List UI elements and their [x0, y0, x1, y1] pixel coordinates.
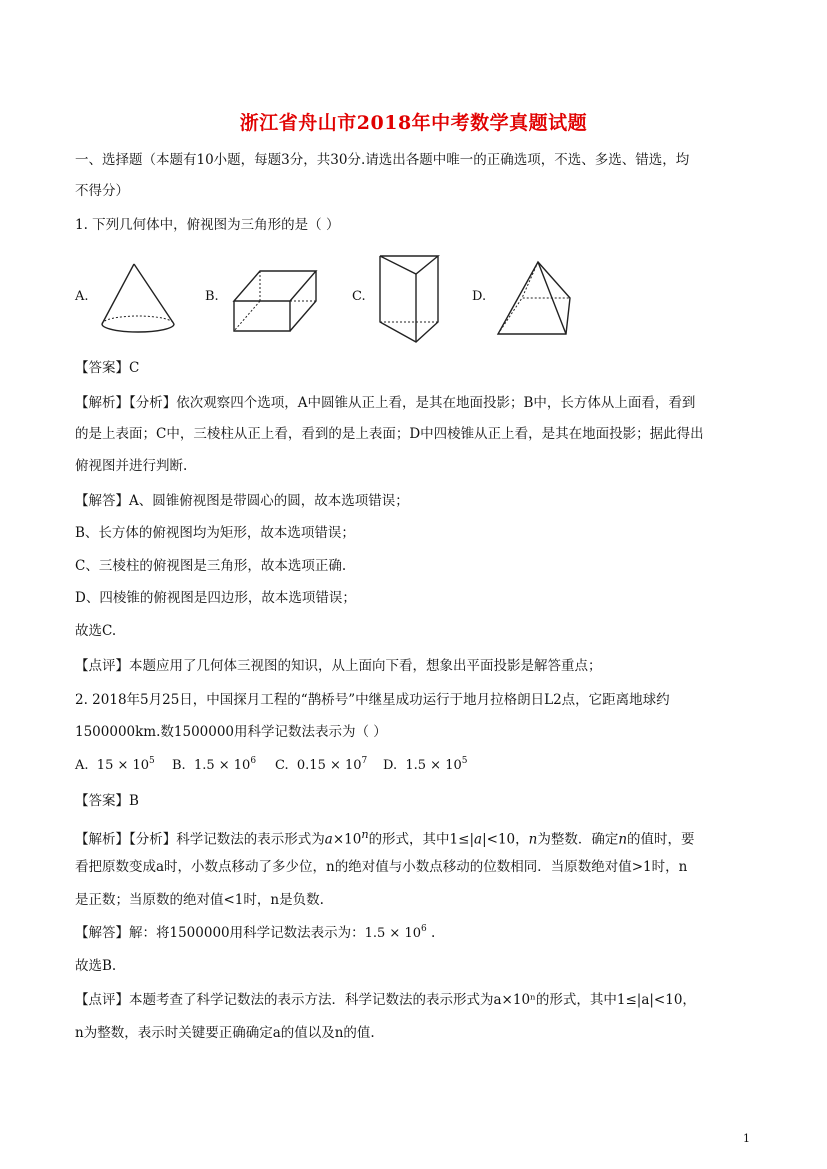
cone-figure [98, 260, 180, 336]
section-instructions-line2: 不得分） [75, 183, 129, 199]
q2-stem-line1: 2. 2018年5月25日，中国探月工程的“鹊桥号”中继星成功运行于地月拉格朗日L2点，它距离地球约 [75, 692, 670, 708]
q1-option-a-label: A. [75, 289, 89, 304]
q1-option-c-label: C. [352, 289, 366, 304]
q2-analysis-line2: 看把原数变成a时，小数点移动了多少位，n的绝对值与小数点移动的位数相同．当原数绝对值>1时，n [75, 859, 688, 875]
page-title: 浙江省舟山市2018年中考数学真题试题 [239, 112, 588, 134]
q1-analysis-line3: 俯视图并进行判断. [75, 458, 188, 474]
q1-solution-line3: C、三棱柱的俯视图是三角形，故本选项正确. [75, 558, 347, 574]
q1-option-b-label: B. [205, 289, 219, 304]
q1-solution-line2: B、长方体的俯视图均为矩形，故本选项错误； [75, 525, 355, 541]
q1-stem: 1. 下列几何体中，俯视图为三角形的是（ ） [75, 217, 340, 233]
square-pyramid-figure [494, 258, 574, 340]
q1-solution-line4: D、四棱锥的俯视图是四边形，故本选项错误； [75, 590, 356, 606]
q1-comment: 【点评】本题应用了几何体三视图的知识，从上面向下看，想象出平面投影是解答重点； [75, 658, 602, 674]
q1-solution-line1: 【解答】A、圆锥俯视图是带圆心的圆，故本选项错误； [75, 493, 409, 509]
page-number: 1 [743, 1132, 750, 1145]
q2-stem-line2: 1500000km.数1500000用科学记数法表示为（ ） [75, 724, 387, 740]
q2-option-a: A. $15 \times 10^5$ [75, 756, 155, 773]
q1-solution-line5: 故选C. [75, 623, 117, 639]
q1-analysis-line2: 的是上表面；C中，三棱柱从正上看，看到的是上表面；D中四棱锥从正上看，是其在地面投影；据此得出 [75, 426, 704, 442]
q2-option-b: B. $1.5 \times 10^6$ [172, 756, 257, 773]
triangular-prism-figure [376, 252, 442, 346]
q2-analysis-line3: 是正数；当原数的绝对值<1时，n是负数. [75, 892, 324, 908]
q1-option-d-label: D. [472, 289, 487, 304]
q2-option-d: D. $1.5 \times 10^5$ [383, 756, 468, 773]
q2-comment-line2: n为整数，表示时关键要正确确定a的值以及n的值. [75, 1025, 375, 1041]
q2-answer: 【答案】B [75, 793, 139, 809]
cuboid-figure [232, 268, 318, 336]
section-instructions-line1: 一、选择题（本题有10小题，每题3分，共30分.请选出各题中唯一的正确选项，不选、多选、错选，均 [75, 152, 690, 168]
q2-choose: 故选B. [75, 958, 117, 974]
q1-answer: 【答案】C [75, 360, 140, 376]
q1-analysis-line1: 【解析】【分析】依次观察四个选项，A中圆锥从正上看，是其在地面投影；B中，长方体从上面看，看到 [75, 395, 696, 411]
q2-option-c: C. $0.15 \times 10^7$ [275, 756, 368, 773]
q2-analysis-line1: 【解析】【分析】科学记数法的表示形式为$a\times 10^n$的形式，其中1≤|a|<10，n为整数．确定n的值时，要 [75, 828, 695, 848]
q2-solution: 【解答】解：将1500000用科学记数法表示为：$1.5 \times 10^6$ . [75, 924, 436, 941]
q2-comment-line1: 【点评】本题考查了科学记数法的表示方法．科学记数法的表示形式为a×10ⁿ的形式，其中1≤|a|<10， [75, 992, 696, 1008]
